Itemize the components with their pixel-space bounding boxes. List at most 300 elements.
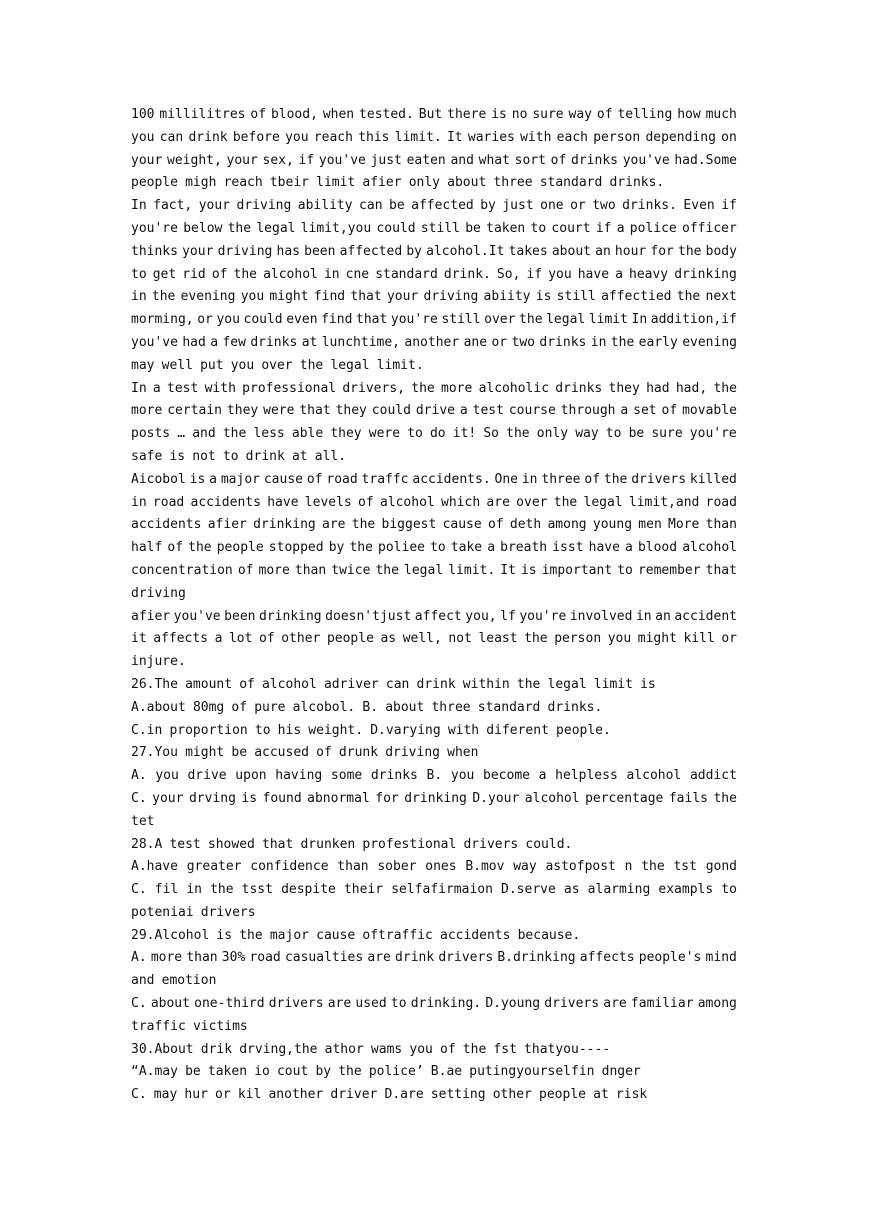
word: percentage xyxy=(585,790,664,806)
word: than xyxy=(186,950,218,966)
word: the xyxy=(151,289,176,305)
text-line xyxy=(131,309,737,332)
word: 27.You xyxy=(131,745,178,761)
word: still xyxy=(420,220,460,236)
word: below xyxy=(183,220,223,236)
word: alcohol xyxy=(682,540,737,556)
word: pure xyxy=(254,699,286,715)
word: A.about xyxy=(131,699,186,715)
word: drivers xyxy=(631,471,687,487)
word: the xyxy=(227,220,252,236)
word: 26.The xyxy=(131,676,178,692)
word: traffc xyxy=(361,471,409,487)
word: by xyxy=(328,540,345,556)
word: cne xyxy=(345,266,370,282)
word: of xyxy=(211,266,228,282)
word: within xyxy=(462,676,510,692)
word: to xyxy=(430,540,446,556)
word: road xyxy=(326,471,358,487)
word: least xyxy=(478,631,518,647)
word: rid xyxy=(182,266,206,282)
word: you're xyxy=(519,608,567,624)
word: driving xyxy=(236,198,292,214)
word: weight, xyxy=(167,152,222,168)
word: well, xyxy=(402,631,442,647)
word: or xyxy=(721,631,737,647)
word: you xyxy=(450,768,475,784)
word: adriver xyxy=(323,676,379,692)
word: might xyxy=(185,745,225,761)
word: still xyxy=(556,289,596,305)
word: stopped xyxy=(268,540,324,556)
word: by xyxy=(315,1064,332,1080)
word: even xyxy=(286,312,318,328)
word: standard xyxy=(375,266,438,282)
word: had xyxy=(646,380,670,396)
word: legal xyxy=(330,357,370,373)
word: more xyxy=(441,380,473,396)
word: D.young xyxy=(485,996,541,1012)
word: In xyxy=(131,380,147,396)
word: and xyxy=(450,152,474,168)
text-line xyxy=(131,765,737,788)
word: people xyxy=(539,1087,586,1103)
word: lf xyxy=(500,608,516,624)
word: accidents xyxy=(440,927,511,943)
word: athor xyxy=(324,1041,364,1057)
word: “A.may xyxy=(131,1064,178,1080)
word: among xyxy=(547,517,587,533)
word: another xyxy=(268,1087,324,1103)
word: half xyxy=(131,540,163,556)
word: cause xyxy=(316,927,356,943)
word: standard xyxy=(477,699,541,715)
word: you've xyxy=(622,152,670,168)
word: the xyxy=(713,380,737,396)
word: drivers xyxy=(463,836,519,852)
word: in xyxy=(131,289,147,305)
word: other xyxy=(281,631,321,647)
word: D.are xyxy=(384,1087,424,1103)
word: you xyxy=(155,768,179,784)
word: D.serve xyxy=(501,882,556,898)
word: It xyxy=(500,562,516,578)
word: is xyxy=(491,107,507,122)
document-body xyxy=(131,104,737,1107)
word: another xyxy=(404,334,460,350)
word: to xyxy=(605,426,622,442)
text-line xyxy=(131,742,737,765)
word: officer xyxy=(682,220,737,236)
word: person xyxy=(554,631,602,647)
word: drivers xyxy=(268,996,324,1012)
word: you xyxy=(230,357,255,373)
word: thinks xyxy=(131,243,178,259)
word: you xyxy=(216,312,240,328)
word: his xyxy=(277,722,302,738)
word: three xyxy=(541,471,581,487)
word: is xyxy=(169,448,186,464)
word: for xyxy=(650,243,674,259)
word: 100 xyxy=(131,107,155,122)
word: people xyxy=(131,175,178,191)
word: taken xyxy=(207,1064,248,1080)
word: hur xyxy=(184,1087,208,1103)
text-line xyxy=(131,1039,737,1062)
word: more xyxy=(131,403,163,419)
word: police xyxy=(629,220,677,236)
word: professional xyxy=(242,380,337,396)
word: drink xyxy=(245,448,285,464)
word: been xyxy=(224,608,256,624)
word: over xyxy=(484,312,516,328)
word: the xyxy=(375,562,399,578)
word: might xyxy=(269,289,309,305)
word: among xyxy=(697,996,737,1012)
word: put xyxy=(200,357,224,373)
text-line xyxy=(131,492,737,515)
word: depending xyxy=(645,129,716,145)
word: of xyxy=(239,676,255,692)
text-line xyxy=(131,332,737,355)
word: are xyxy=(322,517,346,533)
word: driver xyxy=(330,1087,378,1103)
word: affects xyxy=(153,631,209,647)
word: do xyxy=(429,426,446,442)
text-line xyxy=(131,286,737,309)
text-line xyxy=(131,697,737,720)
word: One xyxy=(494,471,518,487)
word: it xyxy=(131,631,147,647)
word: their xyxy=(343,882,384,898)
word: drinking xyxy=(253,517,316,533)
word: familiar xyxy=(630,996,694,1012)
word: thatyou---- xyxy=(524,1041,611,1057)
word: the xyxy=(351,517,376,533)
word: much xyxy=(705,107,737,122)
word: Aicobol xyxy=(131,471,186,487)
word: your xyxy=(182,243,214,259)
word: as xyxy=(563,882,580,898)
word: in xyxy=(131,494,147,510)
word: the xyxy=(603,471,628,487)
word: or xyxy=(197,312,213,328)
word: before xyxy=(232,129,280,145)
word: way xyxy=(513,859,537,875)
word: concentration xyxy=(131,562,233,578)
word: that xyxy=(356,312,388,328)
word: more xyxy=(150,950,183,966)
word: drinks. xyxy=(547,699,603,715)
word: not xyxy=(448,631,472,647)
word: they xyxy=(608,380,640,396)
word: with xyxy=(520,129,552,145)
word: is xyxy=(535,289,552,305)
word: waries xyxy=(467,129,515,145)
word: accused xyxy=(254,745,309,761)
word: In xyxy=(131,198,147,214)
word: major xyxy=(220,471,260,487)
text-line xyxy=(131,195,737,218)
word: alcobol. xyxy=(292,699,356,715)
word: than xyxy=(705,517,737,533)
word: of xyxy=(237,562,254,578)
word: all. xyxy=(314,448,347,464)
word: of xyxy=(487,517,504,533)
word: isst xyxy=(552,540,584,556)
word: B.mov xyxy=(465,859,505,875)
word: is xyxy=(216,927,233,943)
word: emotion xyxy=(161,973,217,989)
word: are xyxy=(327,996,352,1012)
word: weight. xyxy=(308,722,364,738)
word: you xyxy=(131,129,155,145)
word: the xyxy=(678,243,702,259)
word: young xyxy=(592,517,633,533)
word: 30% xyxy=(221,950,246,966)
word: of xyxy=(661,403,678,419)
word: on xyxy=(721,129,737,145)
word: affects xyxy=(579,950,635,966)
word: court xyxy=(551,220,591,236)
word: they xyxy=(330,426,362,442)
word: that xyxy=(705,562,737,578)
word: of xyxy=(550,152,567,168)
word: sex, xyxy=(262,152,294,168)
text-line xyxy=(131,925,737,948)
word: a xyxy=(615,266,623,282)
word: the xyxy=(610,334,635,350)
word: lunchtime, xyxy=(321,334,401,350)
word: become xyxy=(483,768,530,784)
word: abiity xyxy=(483,289,531,305)
word: you've xyxy=(173,608,221,624)
word: deth xyxy=(509,517,542,533)
word: could xyxy=(376,220,416,236)
word: over xyxy=(516,494,548,510)
word: road xyxy=(705,494,737,510)
word: More xyxy=(668,517,700,533)
word: three xyxy=(493,175,533,191)
word: had xyxy=(182,334,206,350)
text-line xyxy=(131,856,737,879)
word: could xyxy=(243,312,283,328)
word: the xyxy=(524,631,548,647)
word: of xyxy=(358,494,374,510)
word: your xyxy=(198,198,231,214)
word: drinking. xyxy=(410,996,482,1012)
word: or xyxy=(491,334,508,350)
word: the xyxy=(222,426,247,442)
text-line xyxy=(131,1061,737,1084)
word: movable xyxy=(682,403,737,419)
word: sort xyxy=(514,152,546,168)
word: legal xyxy=(256,220,296,236)
word: limit xyxy=(316,175,356,191)
word: a xyxy=(487,540,496,556)
word: afier xyxy=(362,175,402,191)
word: police’ xyxy=(368,1064,424,1080)
word: despite xyxy=(281,882,336,898)
word: a xyxy=(538,768,547,784)
word: heavy xyxy=(629,266,669,282)
word: than xyxy=(294,562,327,578)
word: your xyxy=(386,289,419,305)
text-line xyxy=(131,378,737,401)
word: diferent xyxy=(486,722,549,738)
word: a xyxy=(625,540,633,556)
text-line xyxy=(131,651,737,674)
word: to xyxy=(131,266,147,282)
word: kill xyxy=(683,631,715,647)
word: fil xyxy=(154,882,179,898)
word: reach xyxy=(313,129,353,145)
word: alcohol xyxy=(262,676,317,692)
text-line xyxy=(131,834,737,857)
word: be xyxy=(628,426,645,442)
word: the xyxy=(462,1041,487,1057)
text-line xyxy=(131,104,737,127)
word: used xyxy=(355,996,387,1012)
word: it! xyxy=(452,426,477,442)
word: could. xyxy=(525,836,573,852)
word: or xyxy=(215,1087,231,1103)
text-line xyxy=(131,583,737,606)
word: you xyxy=(548,266,572,282)
word: sure xyxy=(651,426,683,442)
word: of xyxy=(440,1041,456,1057)
word: if xyxy=(595,220,612,236)
word: driving xyxy=(217,243,273,259)
word: So, xyxy=(496,266,521,282)
word: your xyxy=(131,152,163,168)
word: drive xyxy=(187,768,227,784)
text-line xyxy=(131,993,737,1016)
word: to xyxy=(254,722,271,738)
word: B. xyxy=(426,768,443,784)
word: blood xyxy=(637,540,678,556)
word: people xyxy=(216,540,264,556)
word: a xyxy=(616,220,625,236)
text-line xyxy=(131,355,737,378)
word: drinks xyxy=(370,768,418,784)
word: drink xyxy=(188,129,228,145)
word: about xyxy=(150,996,190,1012)
word: alarming xyxy=(587,882,651,898)
word: telling xyxy=(617,107,673,122)
word: alcohol.It xyxy=(426,243,505,259)
word: fails xyxy=(668,790,708,806)
word: oftraffic xyxy=(362,927,433,943)
word: amount xyxy=(185,676,233,692)
word: B.drinking xyxy=(497,950,576,966)
word: test xyxy=(169,836,201,852)
word: are xyxy=(367,950,391,966)
word: C. xyxy=(131,882,147,898)
word: to xyxy=(390,996,407,1012)
word: drving,the xyxy=(239,1041,318,1057)
word: alcoholic xyxy=(478,380,550,396)
word: they xyxy=(335,403,367,419)
word: the xyxy=(188,540,212,556)
word: by xyxy=(480,198,496,214)
word: found xyxy=(262,790,302,806)
word: not xyxy=(192,448,216,464)
text-line xyxy=(131,241,737,264)
word: you xyxy=(409,1041,433,1057)
word: for xyxy=(375,790,399,806)
word: about xyxy=(447,175,487,191)
text-line xyxy=(131,811,737,834)
word: legal xyxy=(546,312,586,328)
word: is xyxy=(640,676,656,692)
word: less xyxy=(253,426,285,442)
word: proportion xyxy=(169,722,248,738)
word: that xyxy=(299,403,331,419)
word: helpless xyxy=(555,768,618,784)
word: only xyxy=(536,426,569,442)
text-line xyxy=(131,1016,737,1039)
word: you xyxy=(240,289,265,305)
word: drunk xyxy=(338,745,379,761)
word: B. xyxy=(362,699,379,715)
word: how xyxy=(677,107,701,122)
word: more xyxy=(258,562,290,578)
word: and xyxy=(192,426,216,442)
word: gond xyxy=(705,859,737,875)
word: abnormal xyxy=(307,790,370,806)
word: blood, xyxy=(270,107,318,122)
word: upon xyxy=(235,768,267,784)
word: cause xyxy=(442,517,482,533)
word: been xyxy=(304,243,336,259)
word: you're xyxy=(131,220,178,236)
word: may xyxy=(153,1087,178,1103)
word: cout xyxy=(276,1064,309,1080)
word: you're xyxy=(689,426,737,442)
word: addition,if xyxy=(650,312,737,328)
word: about xyxy=(551,243,591,259)
word: no xyxy=(511,107,528,122)
word: C. xyxy=(131,790,147,806)
word: to xyxy=(222,448,239,464)
word: limit xyxy=(588,312,628,328)
word: still xyxy=(441,312,481,328)
word: can xyxy=(159,129,184,145)
word: A. xyxy=(131,768,147,784)
word: injure. xyxy=(131,654,186,670)
word: have xyxy=(577,266,610,282)
word: posts xyxy=(131,426,171,442)
word: have xyxy=(267,494,299,510)
word: of xyxy=(167,540,184,556)
word: affectied xyxy=(601,289,672,305)
word: people. xyxy=(556,722,611,738)
word: you xyxy=(285,129,309,145)
word: But xyxy=(418,107,443,122)
word: C. xyxy=(131,996,147,1012)
word: well xyxy=(161,357,193,373)
word: in xyxy=(521,471,538,487)
word: three xyxy=(431,699,471,715)
word: mind xyxy=(705,950,737,966)
word: two xyxy=(511,334,535,350)
word: person xyxy=(593,129,641,145)
word: can xyxy=(359,198,383,214)
word: a xyxy=(210,334,219,350)
word: legal xyxy=(404,562,444,578)
word: Even xyxy=(683,198,715,214)
